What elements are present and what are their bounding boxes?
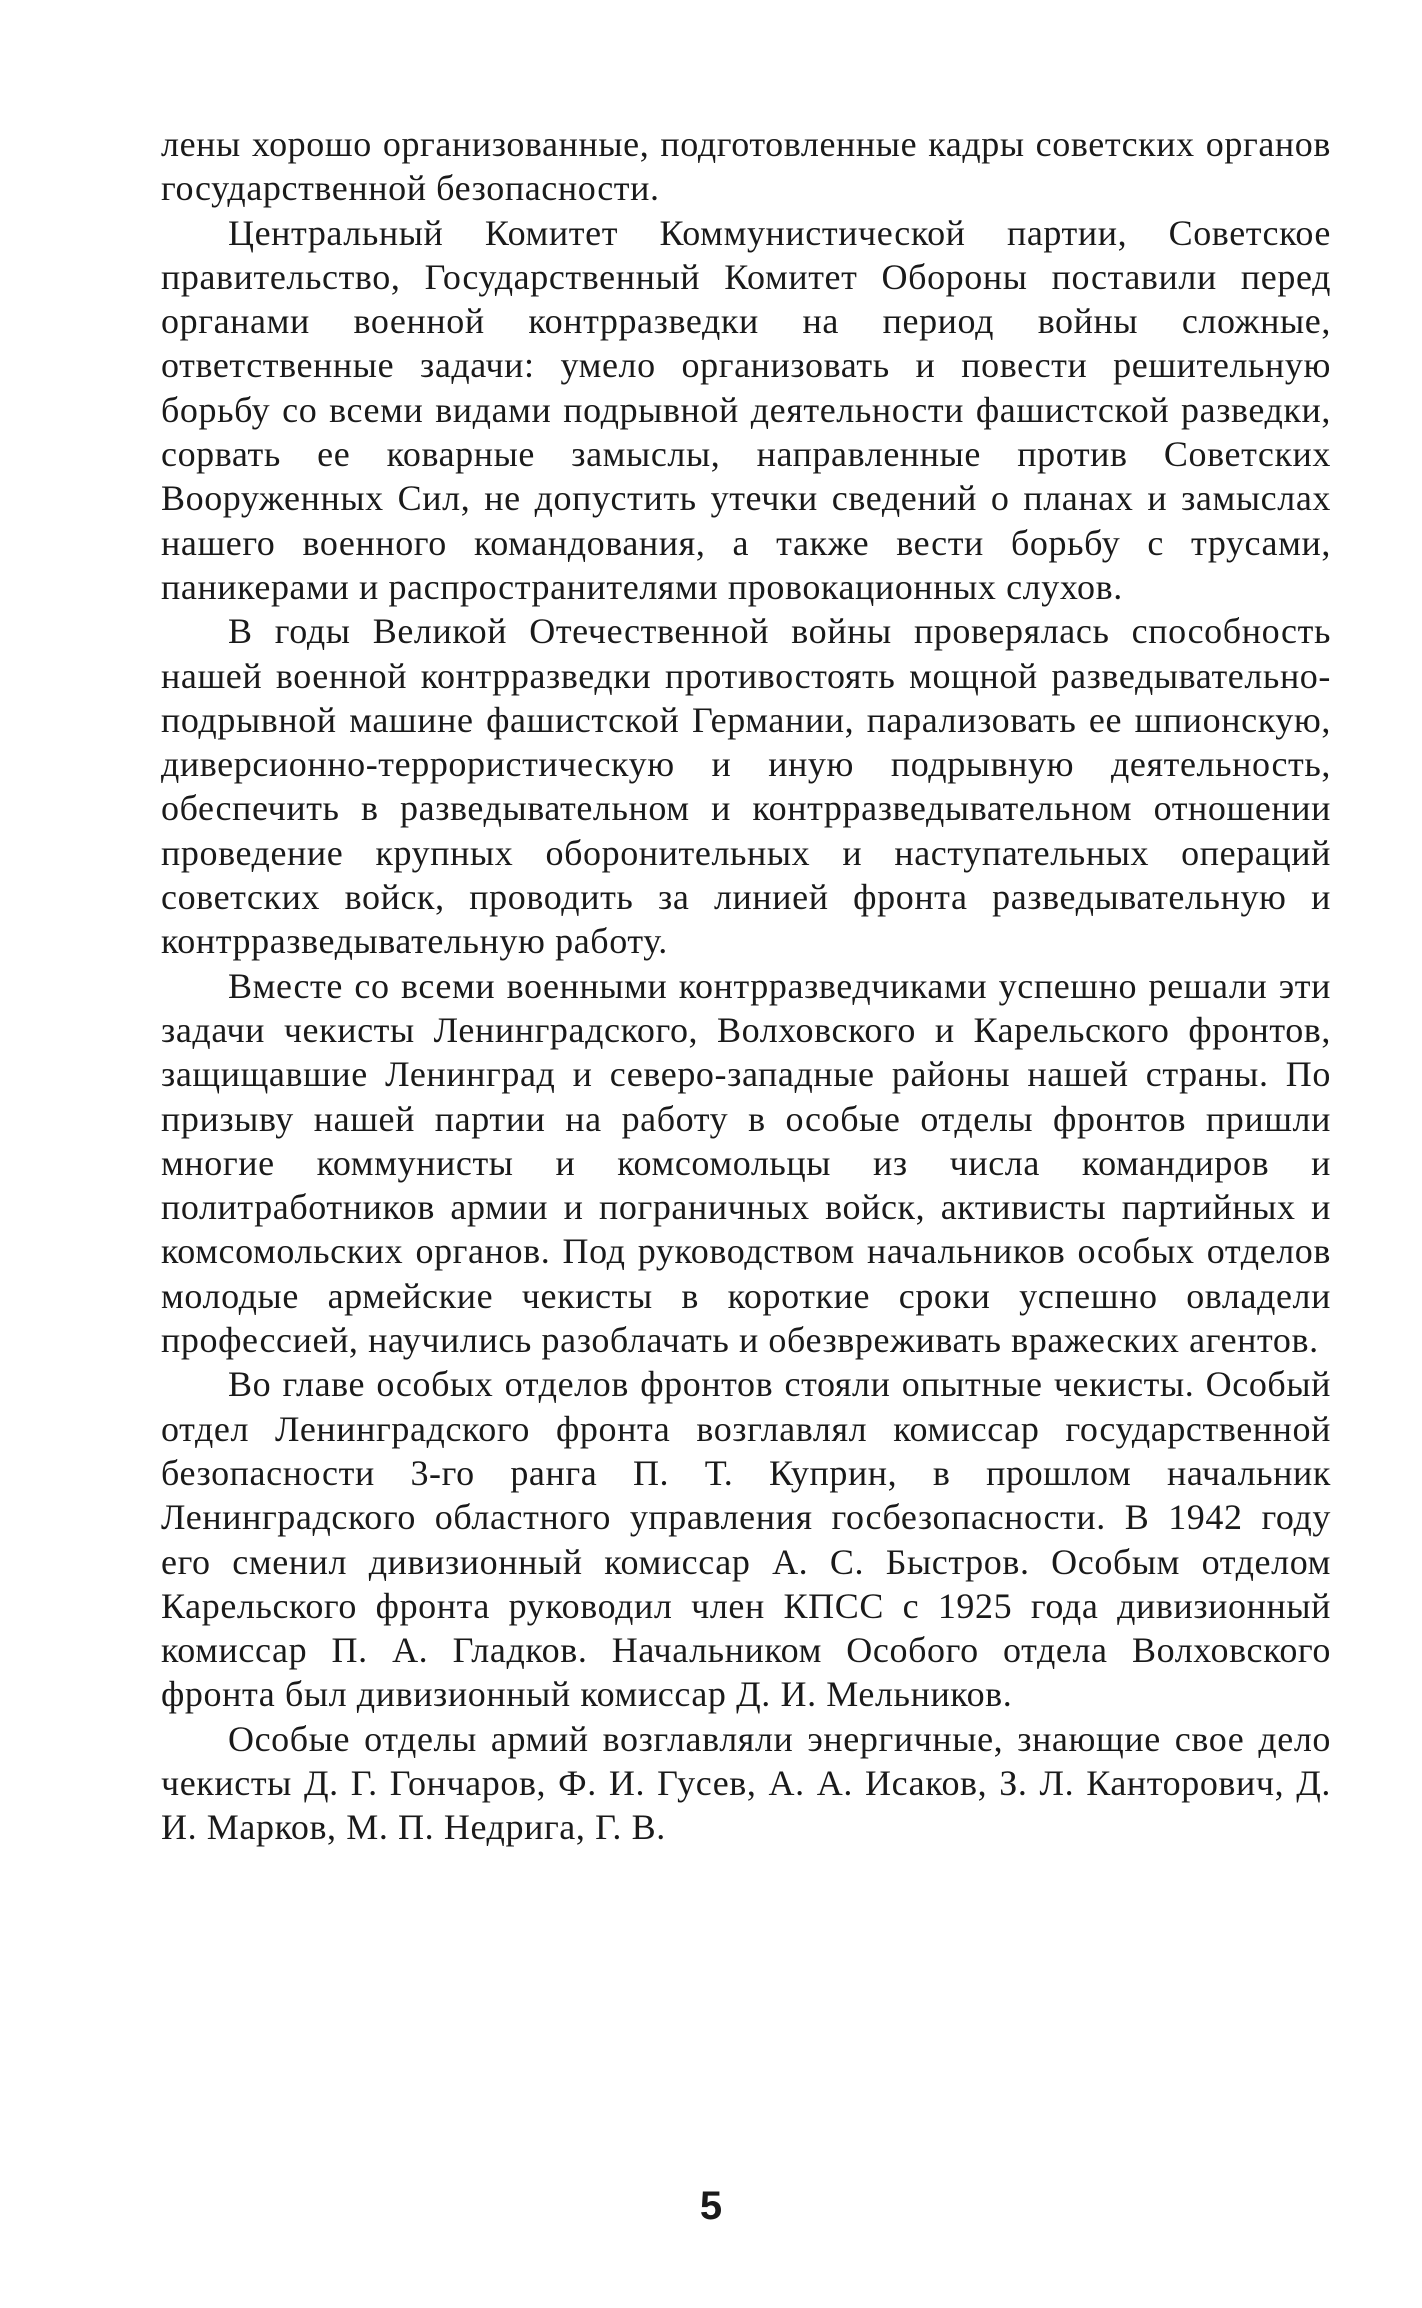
- paragraph-war-years: В годы Великой Отечественной войны проверялась способность нашей военной контрразведки противостоять мощной разведывательно-подрывной машине фашистской Германии, парализовать ее шпионскую, диверсионно-террористическую и иную подрывную деятельность, обеспечить в разведывательном и контрразведывательном отношении проведение крупных оборонительных и наступательных операций советских войск, проводить за линией фронта разведывательную и контрразведывательную работу.: [161, 611, 1331, 962]
- paragraph-fronts-chekists: Вместе со всеми военными контрразведчиками успешно решали эти задачи чекисты Ленинградского, Волховского и Карельского фронтов, защищавшие Ленинград и северо-западные районы нашей страны. По призыву нашей партии на работу в особые отделы фронтов пришли многие коммунисты и комсомольцы из числа командиров и политработников армии и пограничных войск, активисты партийных и комсомольских органов. Под руководством начальников особых отделов молодые армейские чекисты в короткие сроки успешно овладели профессией, научились разоблачать и обезвреживать вражеских агентов.: [161, 965, 1331, 1361]
- paragraph-continuation: лены хорошо организованные, подготовленные кадры советских органов государственной безопасности.: [161, 124, 1331, 209]
- paragraph-party-tasks: Центральный Комитет Коммунистической партии, Советское правительство, Государственный Комитет Обороны поставили перед органами военной контрразведки на период войны сложные, ответственные задачи: умело организовать и повести решительную борьбу со всеми видами подрывной деятельности фашистской разведки, сорвать ее коварные замыслы, направленные против Советских Вооруженных Сил, не допустить утечки сведений о планах и замыслах нашего военного командования, а также вести борьбу с трусами, паникерами и распространителями провокационных слухов.: [161, 212, 1331, 607]
- page-number: 5: [699, 2184, 723, 2228]
- body-text: [161, 122, 1331, 1850]
- paragraph-department-heads: Во главе особых отделов фронтов стояли опытные чекисты. Особый отдел Ленинградского фронта возглавлял комиссар государственной безопасности 3-го ранга П. Т. Куприн, в прошлом начальник Ленинградского областного управления госбезопасности. В 1942 году его сменил дивизионный комиссар А. С. Быстров. Особым отделом Карельского фронта руководил член КПСС с 1925 года дивизионный комиссар П. А. Гладков. Начальником Особого отдела Волховского фронта был дивизионный комиссар Д. И. Мельников.: [161, 1364, 1331, 1715]
- paragraph-army-departments: Особые отделы армий возглавляли энергичные, знающие свое дело чекисты Д. Г. Гончаров, Ф. И. Гусев, А. А. Исаков, З. Л. Канторович, Д. И. Марков, М. П. Недрига, Г. В.: [161, 1718, 1331, 1848]
